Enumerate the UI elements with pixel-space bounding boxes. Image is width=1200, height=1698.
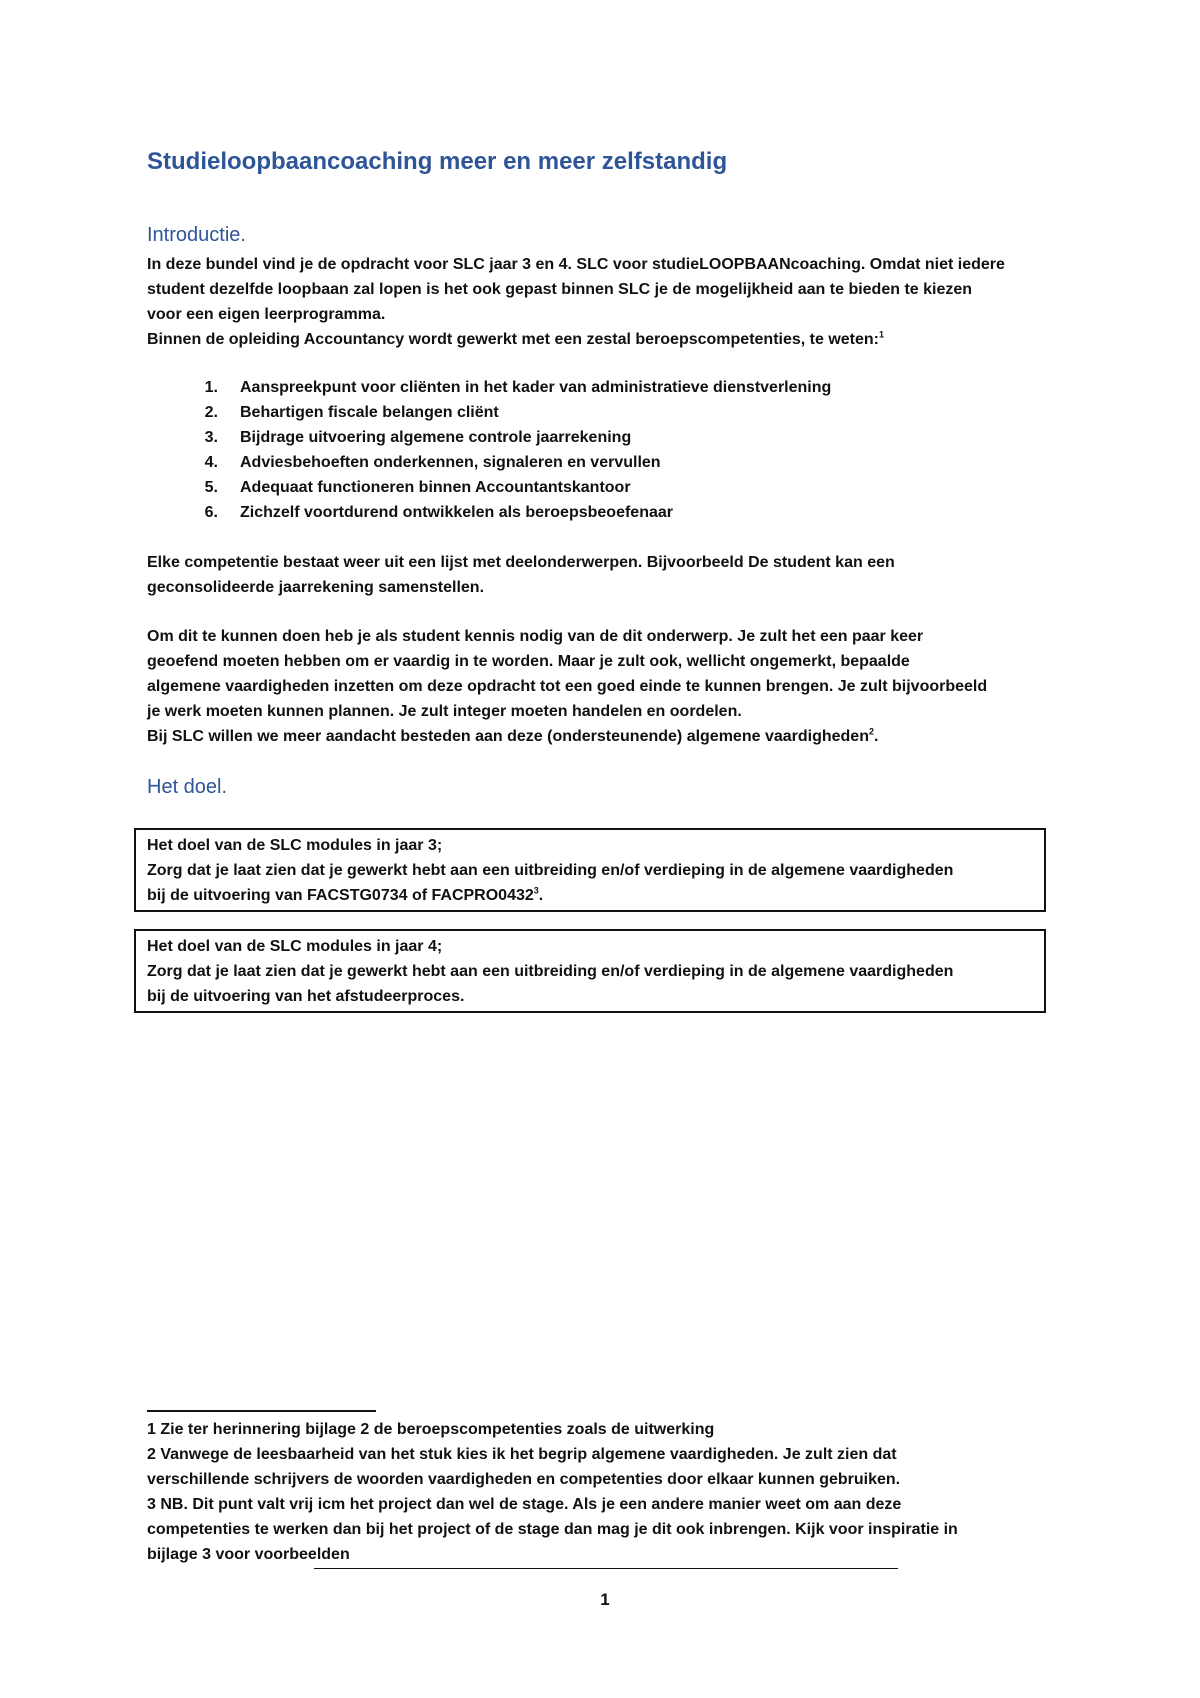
- intro-line: voor een eigen leerprogramma.: [147, 306, 386, 323]
- box-line: Het doel van de SLC modules in jaar 3;: [147, 837, 443, 854]
- list-number: 6.: [204, 504, 218, 521]
- footer-rule: [314, 1568, 898, 1569]
- document-title: Studieloopbaancoaching meer en meer zelfstandig: [147, 148, 728, 175]
- list-item: [170, 400, 1050, 425]
- paragraph-line: geoefend moeten hebben om er vaardig in te worden. Maar je zult ook, wellicht ongemerkt, bepaalde: [147, 653, 910, 670]
- goal-box-year4: [134, 929, 1046, 1013]
- list-text: Bijdrage uitvoering algemene controle jaarrekening: [240, 429, 632, 446]
- list-text: Adequaat functioneren binnen Accountantskantoor: [240, 479, 631, 496]
- paragraph-line: algemene vaardigheden inzetten om deze opdracht tot een goed einde te kunnen brengen. Je zult bijvoorbeeld: [147, 678, 988, 695]
- footnote-separator: [147, 1410, 376, 1412]
- footnote-ref: 2: [868, 726, 874, 737]
- paragraph-line: [147, 724, 1077, 749]
- paragraph-line-text: Bij SLC willen we meer aandacht besteden aan deze (ondersteunende) algemene vaardigheden: [147, 728, 869, 745]
- footnote-line: bijlage 3 voor voorbeelden: [147, 1546, 350, 1563]
- intro-line: [147, 327, 1077, 352]
- list-number: 5.: [204, 479, 218, 496]
- list-item: [170, 475, 1050, 500]
- footnote-line: 2 Vanwege de leesbaarheid van het stuk kies ik het begrip algemene vaardigheden. Je zult zien dat: [147, 1446, 897, 1463]
- footnotes: [147, 1417, 1077, 1567]
- box-line: [147, 883, 1034, 908]
- paragraph-line-end: .: [874, 728, 879, 745]
- paragraph-line: Om dit te kunnen doen heb je als student kennis nodig van de dit onderwerp. Je zult het een paar keer: [147, 628, 924, 645]
- list-number: 3.: [204, 429, 218, 446]
- list-number: 4.: [204, 454, 218, 471]
- paragraph-line: geconsolideerde jaarrekening samenstellen.: [147, 579, 485, 596]
- box-line: Het doel van de SLC modules in jaar 4;: [147, 938, 443, 955]
- list-item: [170, 500, 1050, 525]
- box-line-text: bij de uitvoering van FACSTG0734 of FACPRO0432: [147, 887, 534, 904]
- footnote-line: verschillende schrijvers de woorden vaardigheden en competenties door elkaar kunnen gebruiken.: [147, 1471, 901, 1488]
- footnote-line: competenties te werken dan bij het project of de stage dan mag je dit ook inbrengen. Kijk voor inspiratie in: [147, 1521, 958, 1538]
- footnote-ref: 1: [879, 329, 885, 340]
- intro-heading: Introductie.: [147, 224, 246, 246]
- list-text: Aanspreekpunt voor cliënten in het kader van administratieve dienstverlening: [240, 379, 832, 396]
- list-text: Adviesbehoeften onderkennen, signaleren en vervullen: [240, 454, 661, 471]
- intro-line: In deze bundel vind je de opdracht voor SLC jaar 3 en 4. SLC voor studieLOOPBAANcoaching. Omdat niet iedere: [147, 256, 1005, 273]
- box-line-end: .: [538, 887, 544, 904]
- list-item: [170, 425, 1050, 450]
- intro-paragraph: [147, 252, 1077, 352]
- competency-list: [170, 375, 1050, 525]
- competence-paragraph: [147, 550, 1077, 600]
- intro-line: student dezelfde loopbaan zal lopen is het ook gepast binnen SLC je de mogelijkheid aan te bieden te kiezen: [147, 281, 973, 298]
- box-line: bij de uitvoering van het afstudeerproces.: [147, 988, 465, 1005]
- box-line: Zorg dat je laat zien dat je gewerkt hebt aan een uitbreiding en/of verdieping in de algemene vaardigheden: [147, 862, 954, 879]
- goal-box-year3: [134, 828, 1046, 912]
- footnote-line: 3 NB. Dit punt valt vrij icm het project dan wel de stage. Als je een andere manier weet om aan deze: [147, 1496, 902, 1513]
- goal-heading: Het doel.: [147, 776, 228, 798]
- list-number: 2.: [204, 404, 218, 421]
- list-text: Behartigen fiscale belangen cliënt: [240, 404, 499, 421]
- page-number: 1: [600, 1590, 610, 1609]
- footnote-line: 1 Zie ter herinnering bijlage 2 de beroepscompetenties zoals de uitwerking: [147, 1421, 715, 1438]
- list-item: [170, 375, 1050, 400]
- paragraph-line: je werk moeten kunnen plannen. Je zult integer moeten handelen en oordelen.: [147, 703, 742, 720]
- list-item: [170, 450, 1050, 475]
- paragraph-line: Elke competentie bestaat weer uit een lijst met deelonderwerpen. Bijvoorbeeld De student kan een: [147, 554, 895, 571]
- footnote-ref: 3: [533, 885, 539, 896]
- list-number: 1.: [204, 379, 218, 396]
- list-text: Zichzelf voortdurend ontwikkelen als beroepsbeoefenaar: [240, 504, 673, 521]
- intro-line-text: Binnen de opleiding Accountancy wordt gewerkt met een zestal beroepscompetenties, te weten:: [147, 331, 879, 348]
- skills-paragraph: [147, 624, 1077, 749]
- box-line: Zorg dat je laat zien dat je gewerkt hebt aan een uitbreiding en/of verdieping in de algemene vaardigheden: [147, 963, 954, 980]
